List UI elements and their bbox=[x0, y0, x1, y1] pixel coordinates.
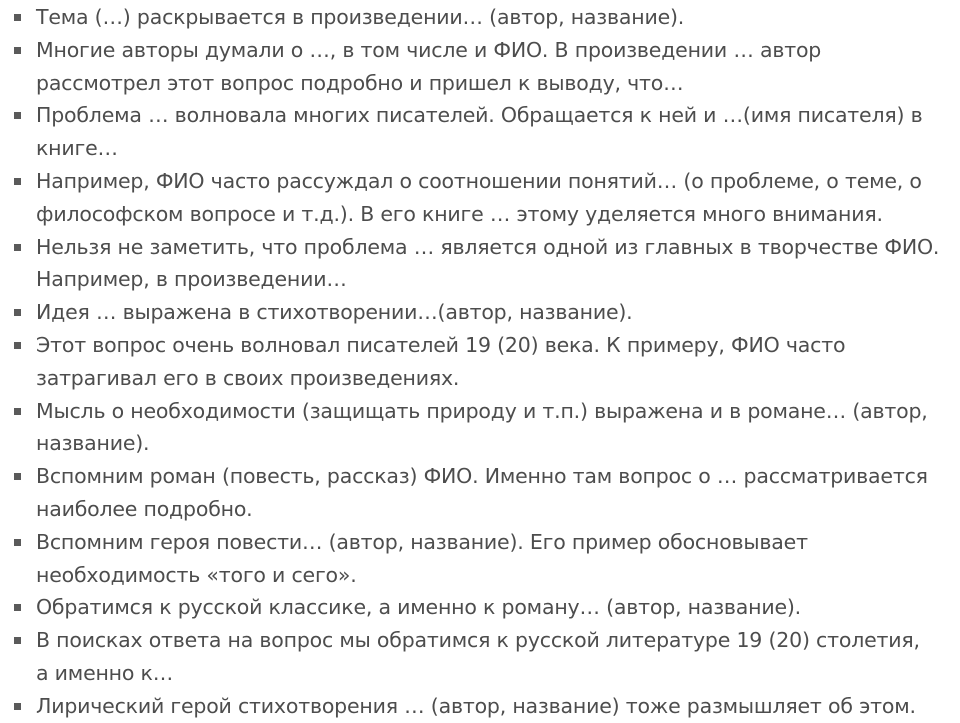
list-item-text: рассмотрел этот вопрос подробно и пришел к выводу, что… bbox=[36, 70, 684, 95]
bullet-icon bbox=[14, 178, 21, 185]
list-item-text: затрагивал его в своих произведениях. bbox=[36, 365, 460, 390]
list-item-text: Идея … выражена в стихотворении…(автор, название). bbox=[36, 300, 633, 325]
list-item-text: наиболее подробно. bbox=[36, 496, 253, 521]
list-item-text: Проблема … волновала многих писателей. Обращается к ней и …(имя писателя) в bbox=[36, 103, 923, 128]
bullet-icon bbox=[14, 637, 21, 644]
list-item-text: Например, в произведении… bbox=[36, 267, 347, 292]
list-item bbox=[0, 99, 960, 165]
list-item bbox=[0, 231, 960, 297]
list-item-text: а именно к… bbox=[36, 660, 174, 685]
list-item bbox=[0, 296, 960, 329]
bullet-icon bbox=[14, 473, 21, 480]
list-item-text: Мысль о необходимости (защищать природу и т.п.) выражена и в романе… (автор, bbox=[36, 398, 928, 423]
list-item-text: Тема (…) раскрывается в произведении… (автор, название). bbox=[36, 5, 685, 29]
list-item-text: необходимость «того и сего». bbox=[36, 562, 357, 587]
list-item bbox=[0, 690, 960, 723]
list-item bbox=[0, 526, 960, 592]
list-item-text: Например, ФИО часто рассуждал о соотношении понятий… (о проблеме, о теме, о bbox=[36, 168, 922, 193]
bullet-icon bbox=[14, 47, 21, 54]
bullet-icon bbox=[14, 309, 21, 316]
list-item bbox=[0, 591, 960, 624]
list-item-text: Лирический герой стихотворения … (автор, название) тоже размышляет об этом. bbox=[36, 693, 916, 718]
phrase-list bbox=[0, 1, 960, 723]
list-item bbox=[0, 1, 960, 34]
list-item-text: Обратимся к русской классике, а именно к роману… (автор, название). bbox=[36, 595, 801, 620]
list-item-text: философском вопросе и т.д.). В его книге … этому уделяется много внимания. bbox=[36, 201, 883, 226]
bullet-icon bbox=[14, 342, 21, 349]
list-item bbox=[0, 460, 960, 526]
list-item bbox=[0, 329, 960, 395]
list-item-text: книге… bbox=[36, 136, 118, 161]
list-item-text: название). bbox=[36, 431, 150, 456]
list-item bbox=[0, 624, 960, 690]
list-item-text: В поисках ответа на вопрос мы обратимся к русской литературе 19 (20) столетия, bbox=[36, 628, 920, 653]
list-item-text: Вспомним героя повести… (автор, название). Его пример обосновывает bbox=[36, 529, 808, 554]
list-item-text: Этот вопрос очень волновал писателей 19 (20) века. К примеру, ФИО часто bbox=[36, 332, 846, 357]
bullet-icon bbox=[14, 604, 21, 611]
list-item bbox=[0, 34, 960, 100]
list-item-text: Вспомним роман (повесть, рассказ) ФИО. Именно там вопрос о … рассматривается bbox=[36, 464, 928, 489]
list-item bbox=[0, 165, 960, 231]
list-item bbox=[0, 395, 960, 461]
bullet-icon bbox=[14, 703, 21, 710]
bullet-icon bbox=[14, 539, 21, 546]
bullet-icon bbox=[14, 112, 21, 119]
list-item-text: Нельзя не заметить, что проблема … является одной из главных в творчестве ФИО. bbox=[36, 234, 940, 259]
bullet-icon bbox=[14, 14, 21, 21]
list-item-text: Многие авторы думали о …, в том числе и ФИО. В произведении … автор bbox=[36, 37, 822, 62]
bullet-icon bbox=[14, 408, 21, 415]
bullet-icon bbox=[14, 244, 21, 251]
